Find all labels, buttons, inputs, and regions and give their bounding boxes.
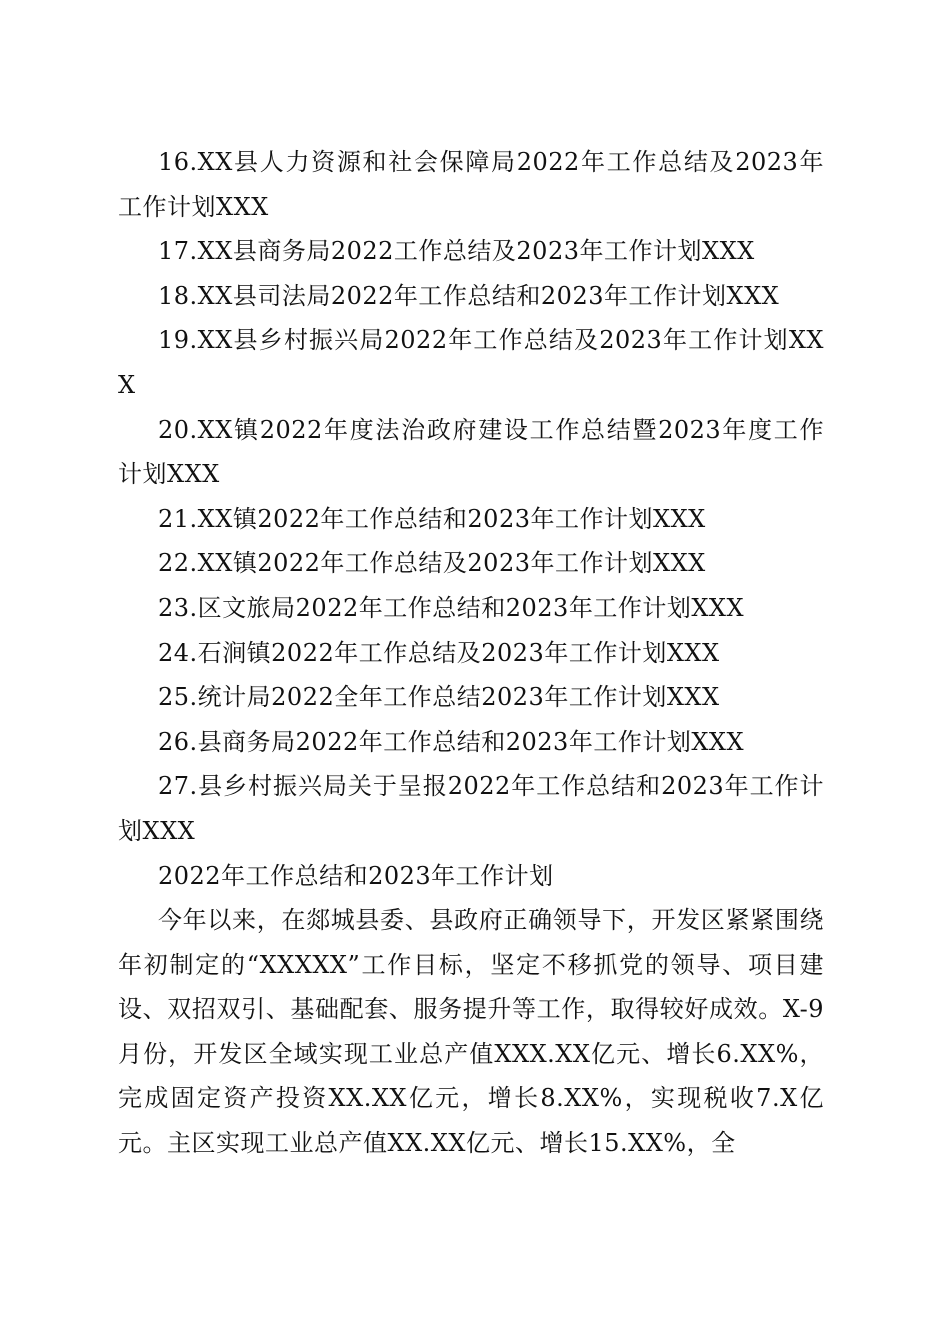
list-item: 20.XX镇2022年度法治政府建设工作总结暨2023年度工作计划XXX <box>118 415 824 489</box>
list-item: 18.XX县司法局2022年工作总结和2023年工作计划XXX <box>158 281 780 310</box>
section-title: 2022年工作总结和2023年工作计划 <box>158 861 554 890</box>
list-item: 16.XX县人力资源和社会保障局2022年工作总结及2023年工作计划XXX <box>118 148 824 221</box>
list-item: 24.石涧镇2022年工作总结及2023年工作计划XXX <box>158 638 720 667</box>
list-item: 21.XX镇2022年工作总结和2023年工作计划XXX <box>158 504 706 533</box>
list-item: 22.XX镇2022年工作总结及2023年工作计划XXX <box>158 549 706 578</box>
body-paragraph: 今年以来，在郯城县委、县政府正确领导下，开发区紧紧围绕年初制定的“XXXXX”工作目标，坚定不移抓党的领导、项目建设、双招双引、基础配套、服务提升等工作，取得较好成效。X-9月份，开发区全域实现工业总产值XXX.XX亿元、增长6.XX%，完成固定资产投资XX.XX亿元，增长8.XX%，实现税收7.X亿元。主区实现工业总产值XX.XX亿元、增长15.XX%，全 <box>118 906 824 1158</box>
list-item: 19.XX县乡村振兴局2022年工作总结及2023年工作计划XXX <box>118 326 824 399</box>
list-item: 26.县商务局2022年工作总结和2023年工作计划XXX <box>158 727 745 756</box>
document-body <box>118 140 824 1166</box>
list-item: 23.区文旅局2022年工作总结和2023年工作计划XXX <box>158 593 745 622</box>
list-item: 17.XX县商务局2022工作总结及2023年工作计划XXX <box>158 237 755 266</box>
list-item: 25.统计局2022全年工作总结2023年工作计划XXX <box>158 683 720 712</box>
list-item: 27.县乡村振兴局关于呈报2022年工作总结和2023年工作计划XXX <box>118 772 824 845</box>
